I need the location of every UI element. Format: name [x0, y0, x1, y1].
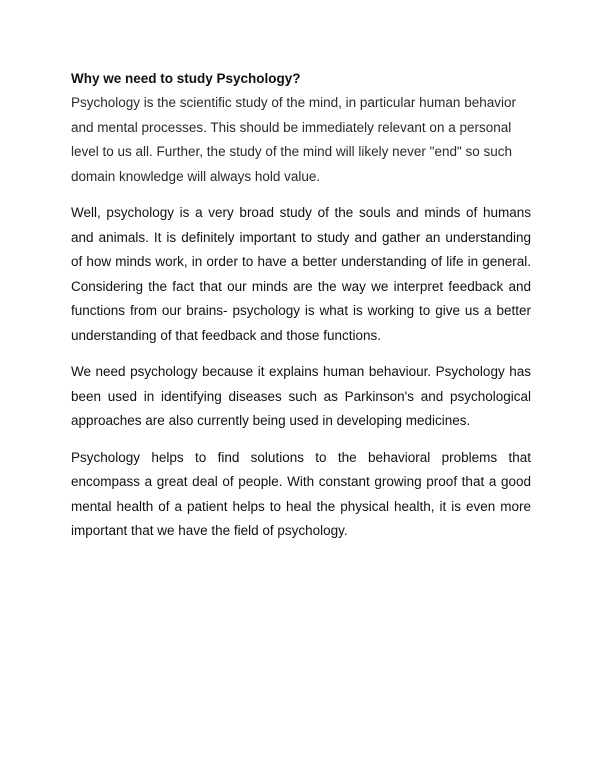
paragraph-human-behaviour: We need psychology because it explains human behaviour. Psychology has been used in identifying diseases such as Parkinson's and psychological approaches are also currently being used in developing medicines. [71, 364, 531, 428]
paragraph-broad-study: Well, psychology is a very broad study of the souls and minds of humans and animals. It is definitely important to study and gather an understanding of how minds work, in order to have a better understanding of life in general. Considering the fact that our minds are the way we interpret feedback and functions from our brains- psychology is what is working to give us a better understanding of that feedback and those functions. [71, 205, 531, 343]
document-page [71, 70, 531, 544]
paragraph-definition: Psychology is the scientific study of the mind, in particular human behavior and mental processes. This should be immediately relevant on a personal level to us all. Further, the study of the mind will likely never "end" so such domain knowledge will always hold value. [71, 95, 516, 184]
paragraph-solutions: Psychology helps to find solutions to the behavioral problems that encompass a great deal of people. With constant growing proof that a good mental health of a patient helps to heal the physical health, it is even more important that we have the field of psychology. [71, 449, 531, 538]
document-heading: Why we need to study Psychology? [71, 71, 301, 86]
